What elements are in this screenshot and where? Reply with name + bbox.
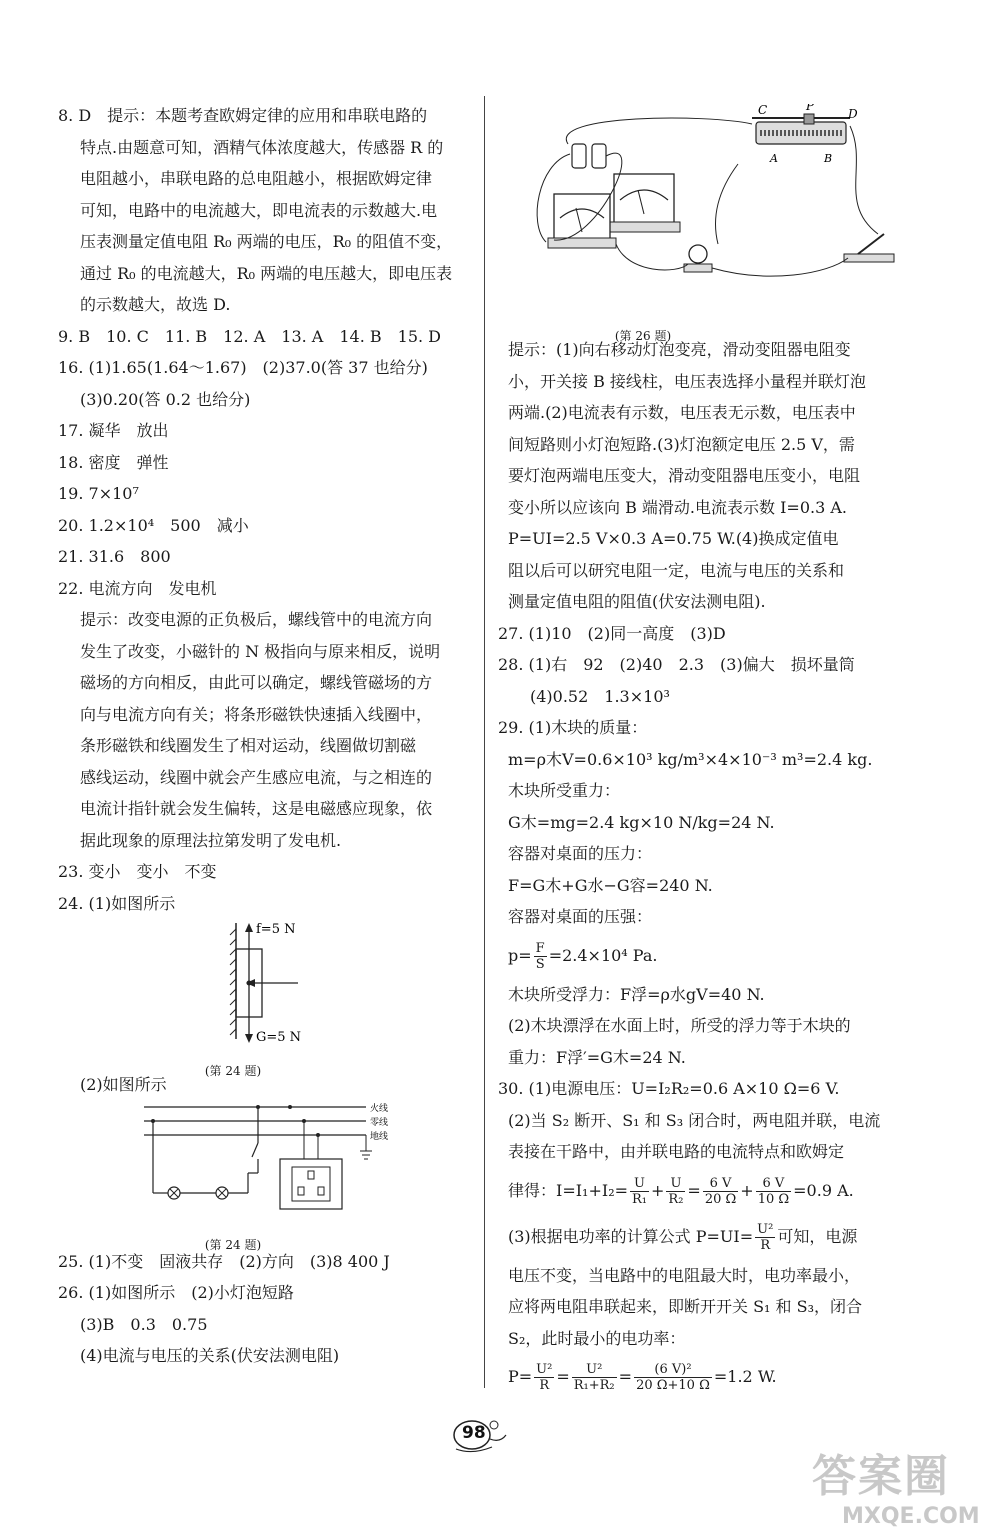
label-d: D [848,107,858,121]
text-line: 阻以后可以研究电阻一定，电流与电压的关系和 [508,560,845,580]
caption-fig24b: (第 24 题) [204,1238,262,1252]
equation-min-power [508,1354,948,1400]
frac-den: R₂ [668,1191,684,1207]
text-line: 的示数越大，故选 D. [80,295,231,314]
text-line: (2)当 S₂ 断开、S₁ 和 S₃ 闭合时，两电阻并联，电流 [508,1110,881,1130]
text-line: 提示：(1)向右移动灯泡变亮，滑动变阻器电阻变 [508,340,851,359]
frac-num: F [535,940,545,956]
caption-fig26: (第 26 题) [614,328,672,343]
fig24-household-circuit [58,1101,468,1252]
frac-den: 20 Ω+10 Ω [636,1378,710,1393]
text-line: F=G木+G水−G容=240 N. [508,875,713,895]
right-lines [498,334,948,933]
frac-den: R [760,1237,771,1253]
text-line: 容器对桌面的压力： [508,844,653,863]
text-line: 26. (1)如图所示 (2)小灯泡短路 [58,1283,294,1302]
text-line: 特点.由题意可知，酒精气体浓度越大，传感器 R 的 [80,137,444,157]
text-line: 16. (1)1.65(1.64～1.67) (2)37.0(答 37 也给分) [58,358,428,377]
text-line: 提示：改变电源的正负极后，螺线管中的电流方向 [80,610,433,629]
text-line: 23. 变小 变小 不变 [58,862,217,881]
column-divider [484,96,485,1388]
frac-num: U² [757,1221,774,1237]
text-line: 磁场的方向相反，由此可以确定，螺线管磁场的方 [80,673,433,692]
text-line: 木块所受重力： [508,781,621,800]
text-line: 压表测量定值电阻 R₀ 两端的电压，R₀ 的阻值不变， [80,232,453,251]
frac-den: S [535,956,545,972]
text-line: (3)0.20(答 0.2 也给分) [80,389,251,409]
label-b: B [824,152,833,165]
op: = [687,1180,701,1200]
label-c: C [758,104,768,117]
right-column [498,104,948,1400]
text-line: 20. 1.2×10⁴ 500 减小 [58,515,249,535]
left3-lines [58,1246,468,1372]
page-number-text: 98 [462,1423,486,1443]
eq-final-rhs: =1.2 W. [713,1367,777,1386]
equation-pressure [508,933,948,979]
page-number [452,1417,512,1457]
text-line: 要灯泡两端电压变大，滑动变阻器电压变小，电阻 [508,466,861,485]
frac-den: R [539,1378,550,1393]
text-line: 变小所以应该向 B 端滑动.电流表示数 I=0.3 A. [508,497,848,517]
fraction-u2-r [755,1222,775,1253]
frac-num: U² [572,1362,617,1378]
fraction-36-30 [634,1362,712,1393]
text-line: 9. B 10. C 11. B 12. A 13. A 14. B 15. D [58,326,441,346]
text-line: P=UI=2.5 V×0.3 A=0.75 W.(4)换成定值电 [508,529,839,548]
watermark-sub: MXQE.COM [842,1504,980,1529]
eq-i-rhs: =0.9 A. [793,1180,854,1200]
text-line: 30. (1)电源电压：U=I₂R₂=0.6 A×10 Ω=6 V. [498,1079,840,1098]
label-f: f=5 N [256,922,296,937]
op: = [618,1367,633,1386]
watermark-main: 答案圈 [812,1451,950,1502]
fraction-f-s [534,941,547,972]
text-line: (4)电流与电压的关系(伏安法测电阻) [80,1346,340,1365]
text-line: 电压不变，当电路中的电阻最大时，电功率最小， [508,1265,861,1285]
text-line: 17. 凝华 放出 [58,421,169,440]
text-line: 间短路则小灯泡短路.(3)灯泡额定电压 2.5 V，需 [508,434,855,454]
text-line: 21. 31.6 800 [58,547,171,566]
text-line: 电阻越小，串联电路的总电阻越小，根据欧姆定律 [80,169,433,188]
text-line: m=ρ木V=0.6×10³ kg/m³×4×10⁻³ m³=2.4 kg. [508,749,873,769]
frac-num: U [630,1176,649,1192]
text-line: (2)如图所示 [80,1075,167,1094]
text-line: 感线运动，线圈中就会产生感应电流，与之相连的 [80,767,433,787]
left-lines [58,100,468,919]
frac-den: 20 Ω [704,1191,737,1207]
text-line: 小，开关接 B 接线柱，电压表选择小量程并联灯泡 [508,371,866,391]
text-line: G木=mg=2.4 kg×10 N/kg=24 N. [508,812,775,832]
text-line: 电流计指针就会发生偏转，这是电磁感应现象，依 [80,799,433,818]
text-line: 发生了改变，小磁针的 N 极指向与原来相反，说明 [80,641,441,661]
text-line: 25. (1)不变 固液共存 (2)方向 (3)8 400 J [58,1251,390,1271]
household-circuit-svg [58,1101,468,1226]
equation-power-formula [508,1214,948,1260]
fraction-6v-10 [756,1176,791,1207]
fig24-force-diagram [58,919,468,1078]
label-a: A [770,152,778,165]
eq-pw-rhs: 可知，电源 [777,1226,858,1246]
text-line: 两端.(2)电流表有示数，电压表无示数，电压表中 [508,403,856,422]
text-line: 容器对桌面的压强： [508,907,653,926]
apparatus-svg [508,104,948,316]
text-line: 表接在干路中，由并联电路的电流特点和欧姆定 [508,1142,845,1161]
frac-num: U² [536,1362,553,1377]
left-column [58,100,468,1372]
text-line: 向与电流方向有关；将条形磁铁快速插入线圈中， [80,704,433,724]
caption-fig24a: (第 24 题) [204,1063,262,1078]
force-diagram-svg [58,919,468,1051]
op: + [740,1180,754,1200]
label-g: G=5 N [256,1030,302,1045]
text-line: 条形磁铁和线圈发生了相对运动，线圈做切割磁 [80,736,417,755]
text-line: S₂，此时最小的电功率： [508,1328,686,1348]
frac-den: 10 Ω [757,1191,790,1207]
fraction-u-r1 [630,1176,649,1207]
frac-num: (6 V)² [634,1362,712,1378]
frac-den: R₁+R₂ [573,1378,615,1393]
eq-i-lhs: 律得：I=I₁+I₂= [508,1180,629,1200]
label-live: 火线 [370,1103,389,1114]
text-line: 19. 7×10⁷ [58,484,139,503]
eq-p-lhs: p= [508,945,532,965]
text-line: 22. 电流方向 发电机 [58,578,217,598]
text-line: (3)B 0.3 0.75 [80,1314,208,1334]
eq-final-lhs: P= [508,1367,533,1386]
right2-lines [498,979,948,1168]
fig26-apparatus [508,104,948,343]
text-line: 木块所受浮力：F浮=ρ水gV=40 N. [508,984,765,1004]
text-line: (4)0.52 1.3×10³ [530,686,670,706]
eq-pw-lhs: (3)根据电功率的计算公式 P=UI= [508,1226,754,1246]
text-line: 24. (1)如图所示 [58,893,176,913]
fraction-u2-r [534,1362,554,1393]
label-neutral: 零线 [370,1117,389,1128]
watermark [812,1440,992,1529]
op: + [651,1180,665,1200]
text-line: 29. (1)木块的质量： [498,718,648,737]
frac-num: 6 V [703,1176,738,1192]
text-line: 应将两电阻串联起来，即断开开关 S₁ 和 S₃，闭合 [508,1297,863,1316]
text-line: 8. D 提示：本题考查欧姆定律的应用和串联电路的 [58,106,428,125]
right3-lines [508,1260,948,1355]
text-line: 18. 密度 弹性 [58,452,169,472]
text-line: 28. (1)右 92 (2)40 2.3 (3)偏大 损坏量筒 [498,655,855,674]
text-line: 测量定值电阻的阻值(伏安法测电阻). [508,592,766,611]
eq-p-rhs: =2.4×10⁴ Pa. [548,945,658,965]
fraction-u2-r1r2 [572,1362,617,1393]
text-line: 据此现象的原理法拉第发明了发电机. [80,830,342,850]
text-line: 可知，电路中的电流越大，即电流表的示数越大.电 [80,200,438,220]
text-line: 重力：F浮′=G木=24 N. [508,1047,686,1067]
equation-current [508,1168,948,1214]
frac-den: R₁ [632,1191,648,1207]
label-ground: 地线 [370,1131,389,1142]
fraction-u-r2 [666,1176,685,1207]
text-line: 27. (1)10 (2)同一高度 (3)D [498,623,726,643]
frac-num: 6 V [756,1176,791,1192]
label-p: P [806,104,815,113]
text-line: 通过 R₀ 的电流越大，R₀ 两端的电压越大，即电压表 [80,263,453,283]
frac-num: U [666,1176,685,1192]
fraction-6v-20 [703,1176,738,1207]
op: = [556,1367,570,1386]
text-line: (2)木块漂浮在水面上时，所受的浮力等于木块的 [508,1016,851,1035]
